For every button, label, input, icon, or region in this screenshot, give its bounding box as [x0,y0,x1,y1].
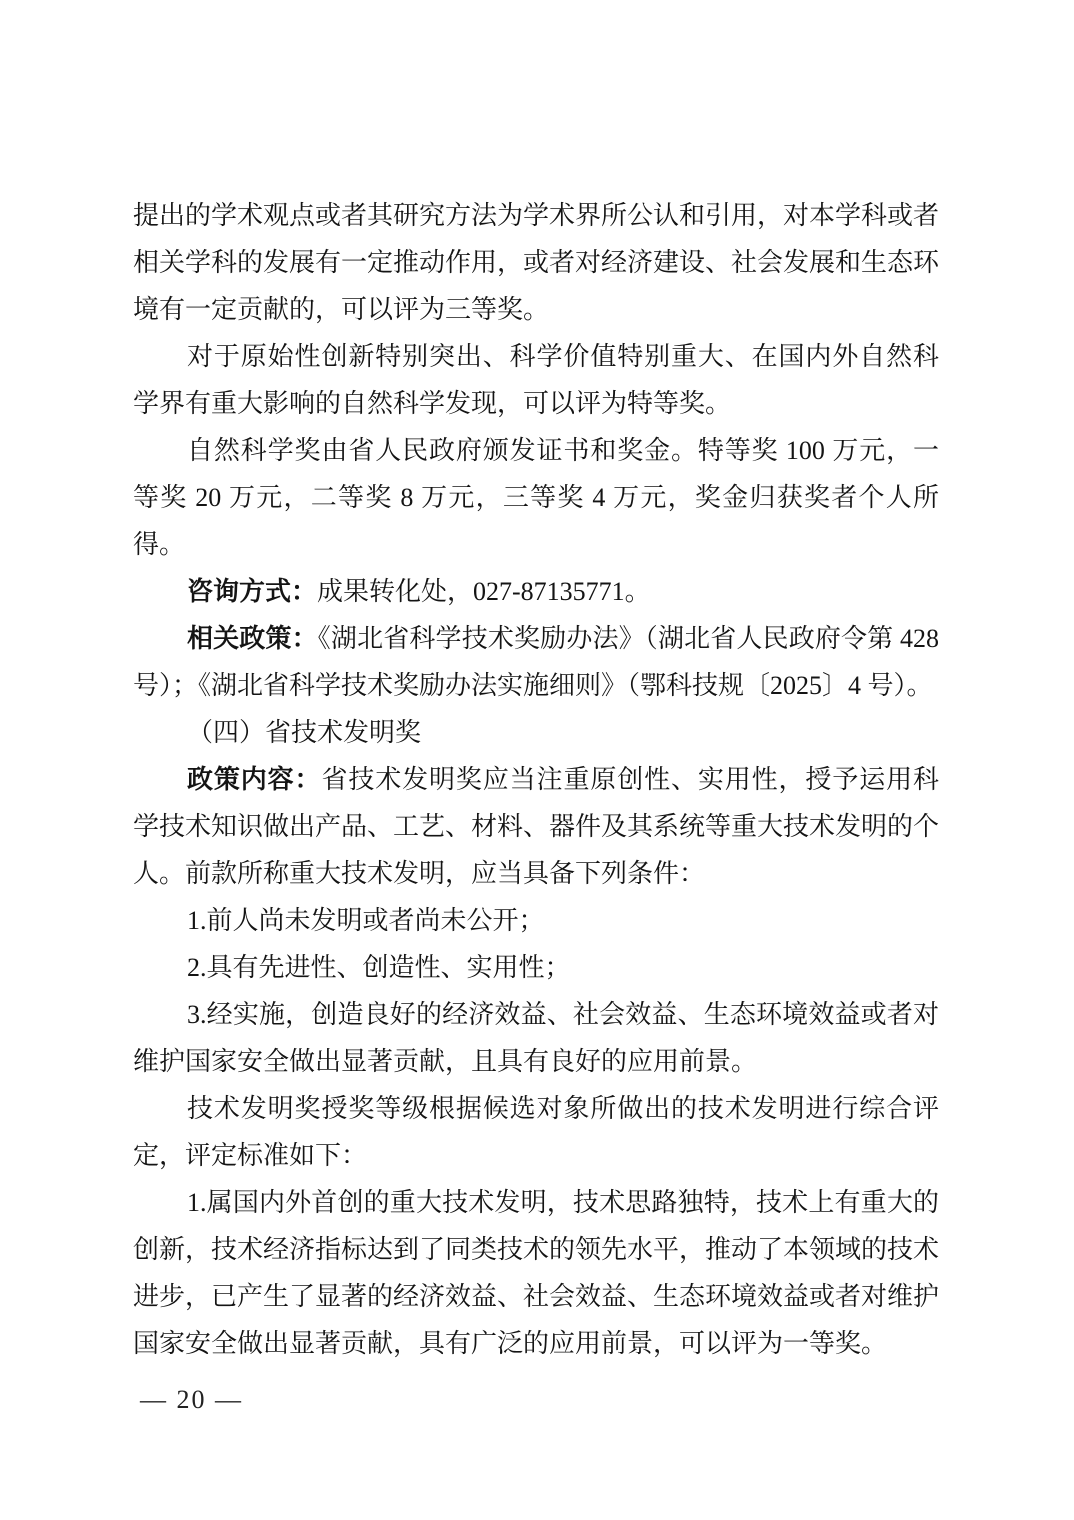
list-item-condition-1 [133,897,939,944]
related-policy-label: 相关政策： [187,624,318,653]
page-number [140,1376,243,1423]
list-item-condition-3 [133,991,939,1085]
paragraph-text: 1.前人尚未发明或者尚未公开； [187,906,545,935]
policy-content-label: 政策内容： [187,765,322,794]
paragraph-text: 3.经实施，创造良好的经济效益、社会效益、生态环境效益或者对维护国家安全做出显著贡献，且具有良好的应用前景。 [133,1000,939,1076]
paragraph-related-policy [133,615,939,709]
paragraph-first-prize-criteria [133,1179,939,1367]
paragraph-special-prize-criteria [133,333,939,427]
section-heading-technology-invention-award: （四）省技术发明奖 [187,718,422,747]
paragraph-prize-amounts [133,427,939,568]
paragraph-third-prize-criteria [133,192,939,333]
document-body [133,192,939,1367]
paragraph-text: 提出的学术观点或者其研究方法为学术界所公认和引用，对本学科或者相关学科的发展有一定推动作用，或者对经济建设、社会发展和生态环境有一定贡献的，可以评为三等奖。 [133,201,940,324]
paragraph-text: 对于原始性创新特别突出、科学价值特别重大、在国内外自然科学界有重大影响的自然科学发现，可以评为特等奖。 [133,342,939,418]
paragraph-contact-info [133,568,939,615]
paragraph-text: 省技术发明奖应当注重原创性、实用性，授予运用科学技术知识做出产品、工艺、材料、器件及其系统等重大技术发明的个人。前款所称重大技术发明，应当具备下列条件： [133,765,940,888]
paragraph-text: 技术发明奖授奖等级根据候选对象所做出的技术发明进行综合评定，评定标准如下： [133,1094,939,1170]
paragraph-text: 《湖北省科学技术奖励办法》（湖北省人民政府令第 428 号）；《湖北省科学技术奖励办法实施细则》（鄂科技规〔2025〕4 号）。 [133,624,939,700]
paragraph-text: 自然科学奖由省人民政府颁发证书和奖金。特等奖 100 万元，一等奖 20 万元，二等奖 8 万元，三等奖 4 万元，奖金归获奖者个人所得。 [133,436,939,559]
paragraph-grading-rules [133,1085,939,1179]
paragraph-text: 2.具有先进性、创造性、实用性； [187,953,571,982]
paragraph-policy-content [133,756,939,897]
paragraph-text: 1.属国内外首创的重大技术发明，技术思路独特，技术上有重大的创新，技术经济指标达到了同类技术的领先水平，推动了本领域的技术进步，已产生了显著的经济效益、社会效益、生态环境效益或者对维护国家安全做出显著贡献，具有广泛的应用前景，可以评为一等奖。 [133,1188,940,1358]
list-item-condition-2 [133,944,939,991]
contact-label: 咨询方式： [187,577,318,606]
paragraph-text: 成果转化处，027-87135771。 [317,577,651,606]
page-number-text: — 20 — [140,1385,243,1414]
